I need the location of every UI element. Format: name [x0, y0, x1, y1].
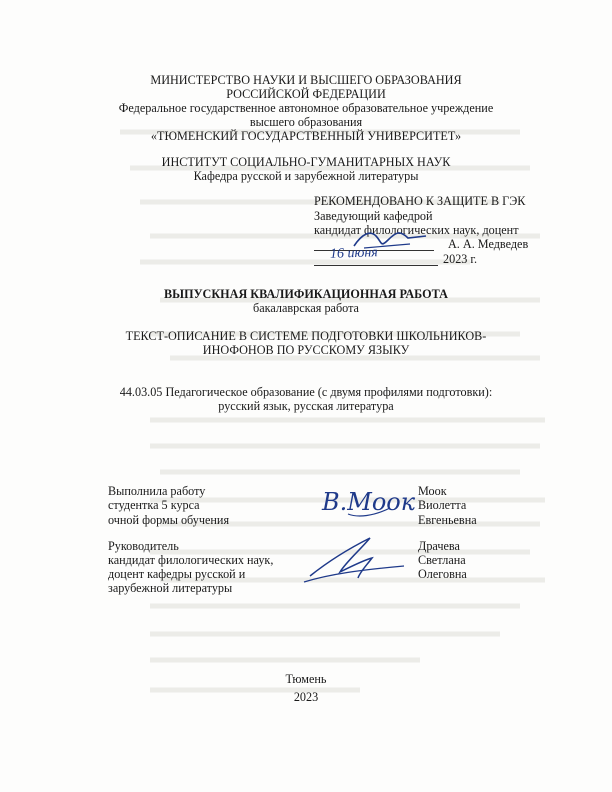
author-surname: Моок	[418, 484, 447, 498]
work-type-title: ВЫПУСКНАЯ КВАЛИФИКАЦИОННАЯ РАБОТА	[164, 287, 448, 301]
author-label-3: очной формы обучения	[108, 513, 230, 527]
ministry-line-1: МИНИСТЕРСТВО НАУКИ И ВЫСШЕГО ОБРАЗОВАНИЯ	[150, 73, 462, 87]
footer-block	[0, 672, 612, 704]
topic-line-1: ТЕКСТ-ОПИСАНИЕ В СИСТЕМЕ ПОДГОТОВКИ ШКОЛЬНИКОВ-	[125, 329, 487, 343]
supervisor-signature	[300, 530, 410, 590]
header-block	[0, 73, 612, 143]
program-block	[0, 385, 612, 413]
supervisor-first-name: Светлана	[418, 553, 466, 567]
university-name: «ТЮМЕНСКИЙ ГОСУДАРСТВЕННЫЙ УНИВЕРСИТЕТ»	[150, 129, 462, 143]
institute-block	[0, 155, 612, 183]
work-type-block	[0, 287, 612, 315]
supervisor-label-2: кандидат филологических наук,	[108, 553, 274, 567]
topic-line-2: ИНОФОНОВ ПО РУССКОМУ ЯЗЫКУ	[202, 343, 410, 357]
footer-city: Тюмень	[285, 672, 327, 686]
author-label-1: Выполнила работу	[108, 484, 206, 498]
work-type-subtitle: бакалаврская работа	[253, 301, 359, 315]
institute-name: ИНСТИТУТ СОЦИАЛЬНО-ГУМАНИТАРНЫХ НАУК	[161, 155, 451, 169]
supervisor-label-1: Руководитель	[108, 539, 179, 553]
author-first-name: Виолетта	[418, 498, 467, 512]
ministry-line-2: РОССИЙСКОЙ ФЕДЕРАЦИИ	[226, 87, 386, 101]
institution-type-line-2: высшего образования	[249, 115, 363, 129]
department-name: Кафедра русской и зарубежной литературы	[193, 169, 419, 183]
author-signature-text: В.Моок	[322, 488, 416, 516]
supervisor-patronymic: Олеговна	[418, 567, 467, 581]
head-name: А. А. Медведев	[448, 237, 529, 251]
supervisor-surname: Драчева	[418, 539, 460, 553]
author-signature	[318, 478, 416, 522]
approval-degree: кандидат филологических наук, доцент	[314, 223, 519, 237]
author-label-2: студентка 5 курса	[108, 498, 200, 512]
approval-year: 2023 г.	[443, 252, 478, 266]
supervisor-label-3: доцент кафедры русской и	[108, 567, 246, 581]
footer-year: 2023	[293, 690, 319, 704]
institution-type-line-1: Федеральное государственное автономное образовательное учреждение	[118, 101, 494, 115]
program-line-2: русский язык, русская литература	[218, 399, 394, 413]
topic-block	[0, 329, 612, 357]
approval-title: РЕКОМЕНДОВАНО К ЗАЩИТЕ В ГЭК	[314, 194, 526, 208]
supervisor-label-4: зарубежной литературы	[108, 581, 233, 595]
handwritten-date: 16 июня	[329, 245, 379, 262]
approval-role: Заведующий кафедрой	[314, 209, 433, 223]
author-patronymic: Евгеньевна	[418, 513, 477, 527]
program-line-1: 44.03.05 Педагогическое образование (с двумя профилями подготовки):	[119, 385, 493, 399]
